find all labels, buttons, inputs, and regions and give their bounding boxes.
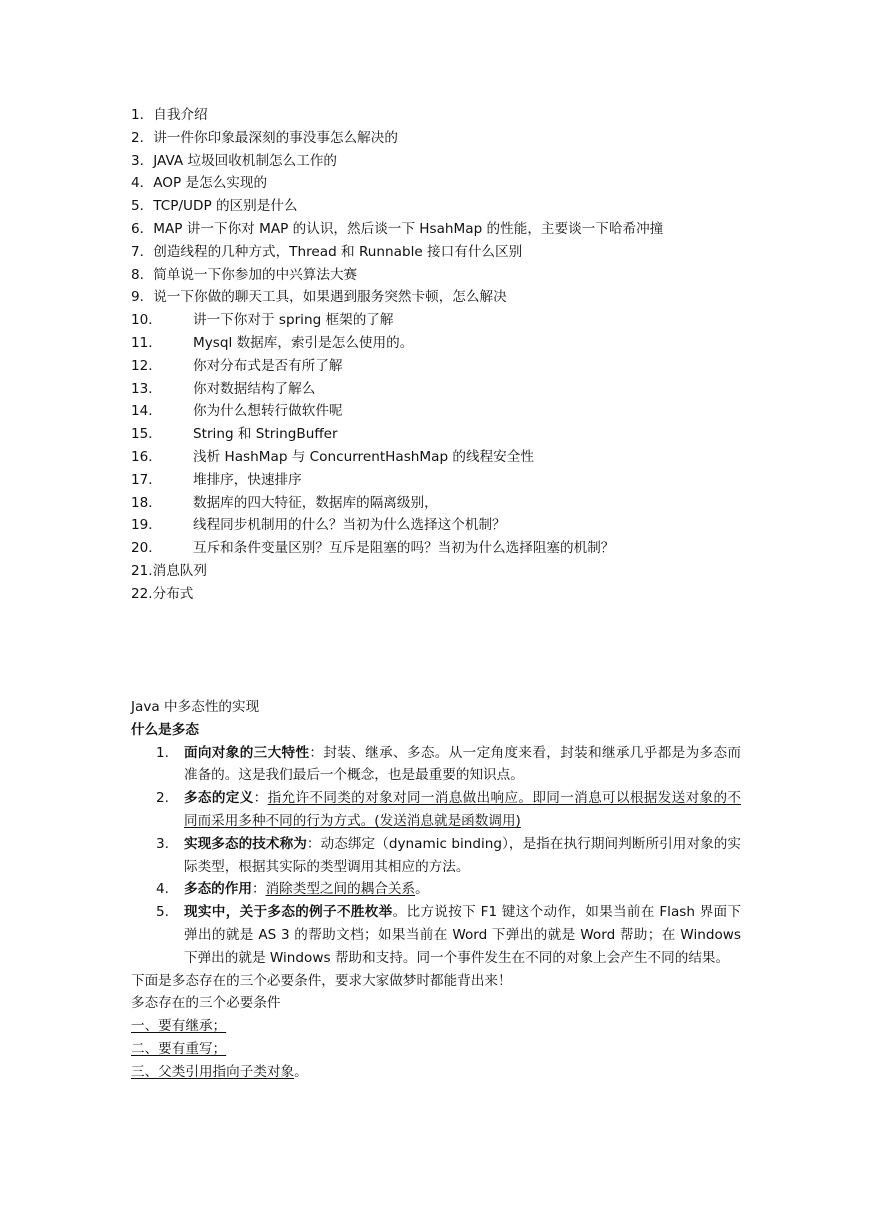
definition-number: 4. [156, 881, 169, 898]
definition-number: 1. [156, 744, 169, 761]
question-number: 16． [131, 448, 162, 465]
question-number: 3． [131, 152, 154, 169]
question-text: 创造线程的几种方式，Thread 和 Runnable 接口有什么区别 [153, 243, 523, 260]
question-number: 1． [131, 107, 154, 123]
question-number: 6． [131, 220, 154, 237]
question-text: 讲一件你印象最深刻的事没事怎么解决的 [153, 129, 398, 146]
question-item [131, 446, 771, 469]
question-text: TCP/UDP 的区别是什么 [153, 198, 298, 215]
definition-separator: ： [306, 835, 321, 852]
definition-term: 现实中，关于多态的例子不胜枚举 [184, 904, 393, 921]
question-item [131, 560, 771, 583]
question-text: 自我介绍 [153, 107, 208, 123]
question-item [131, 514, 771, 537]
question-text: 简单说一下你参加的中兴算法大赛 [153, 266, 358, 283]
definition-body: 比方说按下 F1 键这个动作，如果当前在 Flash 界面下弹出的就是 AS 3 的帮助文档；如果当前在 Word 下弹出的就是 Word 帮助；在 Windows 下弹出的就是 Windows 帮助和支持。同一个事件发生在不同的对象上会产生不同的结果。 [184, 904, 742, 966]
question-text: 堆排序，快速排序 [193, 471, 302, 488]
question-number: 18． [131, 494, 162, 511]
question-item [131, 492, 771, 515]
question-number: 22. [131, 585, 153, 602]
section-subtitle: 什么是多态 [131, 721, 199, 738]
definition-number: 3. [156, 835, 169, 852]
condition-item [131, 1061, 741, 1084]
definition-text [184, 901, 741, 969]
question-text: 数据库的四大特征，数据库的隔离级别， [193, 494, 438, 511]
question-text: 说一下你做的聊天工具，如果遇到服务突然卡顿，怎么解决 [153, 289, 507, 306]
definition-item [156, 833, 741, 879]
question-number: 9． [131, 289, 154, 306]
polymorphism-section [131, 696, 741, 1084]
definition-item [156, 878, 741, 901]
conditions-title: 多态存在的三个必要条件 [131, 995, 281, 1012]
definition-number: 2. [156, 790, 169, 807]
definition-item [156, 742, 741, 788]
question-number: 20． [131, 540, 162, 557]
question-text: String 和 StringBuffer [193, 426, 338, 443]
conditions-list [131, 1015, 741, 1083]
question-number: 13． [131, 380, 162, 397]
definition-separator: ： [253, 790, 268, 807]
question-text: MAP 讲一下你对 MAP 的认识，然后谈一下 HsahMap 的性能，主要谈一下哈希冲撞 [153, 220, 664, 237]
question-number: 11． [131, 334, 162, 351]
definition-underlined: 消除类型之间的耦合关系 [265, 881, 416, 898]
question-number: 12． [131, 357, 162, 374]
question-text: 消息队列 [152, 562, 207, 579]
condition-tail: 。 [294, 1063, 308, 1080]
question-number: 21. [131, 562, 153, 579]
question-number: 14． [131, 403, 162, 420]
question-item [131, 309, 771, 332]
question-text: 讲一下你对于 spring 框架的了解 [193, 312, 394, 329]
question-item [131, 150, 771, 173]
question-item [131, 241, 771, 264]
question-number: 4． [131, 175, 154, 192]
condition-text: 三、父类引用指向子类对象 [131, 1063, 295, 1080]
question-text: AOP 是怎么实现的 [153, 175, 268, 192]
definition-underlined: 指允许不同类的对象对同一消息做出响应。即同一消息可以根据发送对象的不同而采用多种不同的行为方式。(发送消息就是函数调用) [184, 790, 742, 829]
condition-item [131, 1015, 741, 1038]
after-list-text: 下面是多态存在的三个必要条件，要求大家做梦时都能背出来！ [131, 972, 512, 989]
definition-text [184, 742, 741, 788]
question-text: 你对分布式是否有所了解 [193, 357, 343, 374]
definition-list [156, 742, 741, 970]
question-text: 你对数据结构了解么 [193, 380, 316, 397]
condition-item [131, 1038, 741, 1061]
section-title: Java 中多态性的实现 [131, 699, 260, 715]
question-text: Mysql 数据库，索引是怎么使用的。 [193, 334, 414, 351]
condition-text: 二、要有重写； [131, 1040, 227, 1057]
definition-text [184, 833, 741, 879]
definition-item [156, 901, 741, 969]
definition-term: 多态的作用 [184, 881, 252, 898]
question-text: 浅析 HashMap 与 ConcurrentHashMap 的线程安全性 [193, 448, 534, 465]
interview-question-list [131, 104, 771, 606]
question-item [131, 264, 771, 287]
question-number: 7． [131, 243, 154, 260]
definition-text [184, 878, 741, 901]
question-item [131, 469, 771, 492]
question-number: 2． [131, 129, 154, 146]
question-text: 分布式 [152, 585, 194, 602]
definition-term: 面向对象的三大特性 [184, 744, 310, 761]
question-item [131, 583, 771, 606]
question-text: 你为什么想转行做软件呢 [193, 403, 343, 420]
definition-separator: ： [309, 744, 324, 761]
question-text: JAVA 垃圾回收机制怎么工作的 [153, 152, 338, 169]
question-item [131, 104, 771, 127]
question-number: 10． [131, 312, 162, 329]
question-item [131, 423, 771, 446]
definition-number: 5. [156, 904, 169, 921]
question-number: 8． [131, 266, 154, 283]
definition-term: 实现多态的技术称为 [184, 835, 307, 852]
definition-item [156, 787, 741, 833]
definition-tail: 。 [415, 881, 429, 898]
question-item [131, 195, 771, 218]
question-number: 5． [131, 198, 154, 215]
question-item [131, 400, 771, 423]
question-item [131, 172, 771, 195]
question-number: 15． [131, 426, 162, 443]
definition-text [184, 787, 741, 833]
condition-text: 一、要有继承； [131, 1018, 227, 1035]
definition-separator: 。 [392, 904, 407, 921]
question-item [131, 286, 771, 309]
question-text: 线程同步机制用的什么？当初为什么选择这个机制？ [193, 517, 506, 534]
question-number: 19． [131, 517, 162, 534]
question-item [131, 355, 771, 378]
question-text: 互斥和条件变量区别？互斥是阻塞的吗？当初为什么选择阻塞的机制？ [193, 540, 615, 557]
question-item [131, 537, 771, 560]
definition-body: 动态绑定（dynamic binding），是指在执行期间判断所引用对象的实际类型，根据其实际的类型调用其相应的方法。 [184, 835, 741, 875]
definition-term: 多态的定义 [184, 790, 254, 807]
definition-body: 封装、继承、多态。从一定角度来看，封装和继承几乎都是为多态而准备的。这是我们最后一个概念，也是最重要的知识点。 [184, 744, 742, 784]
question-item [131, 127, 771, 150]
definition-separator: ： [251, 881, 266, 898]
question-item [131, 218, 771, 241]
question-number: 17． [131, 471, 162, 488]
question-item [131, 332, 771, 355]
question-item [131, 378, 771, 401]
